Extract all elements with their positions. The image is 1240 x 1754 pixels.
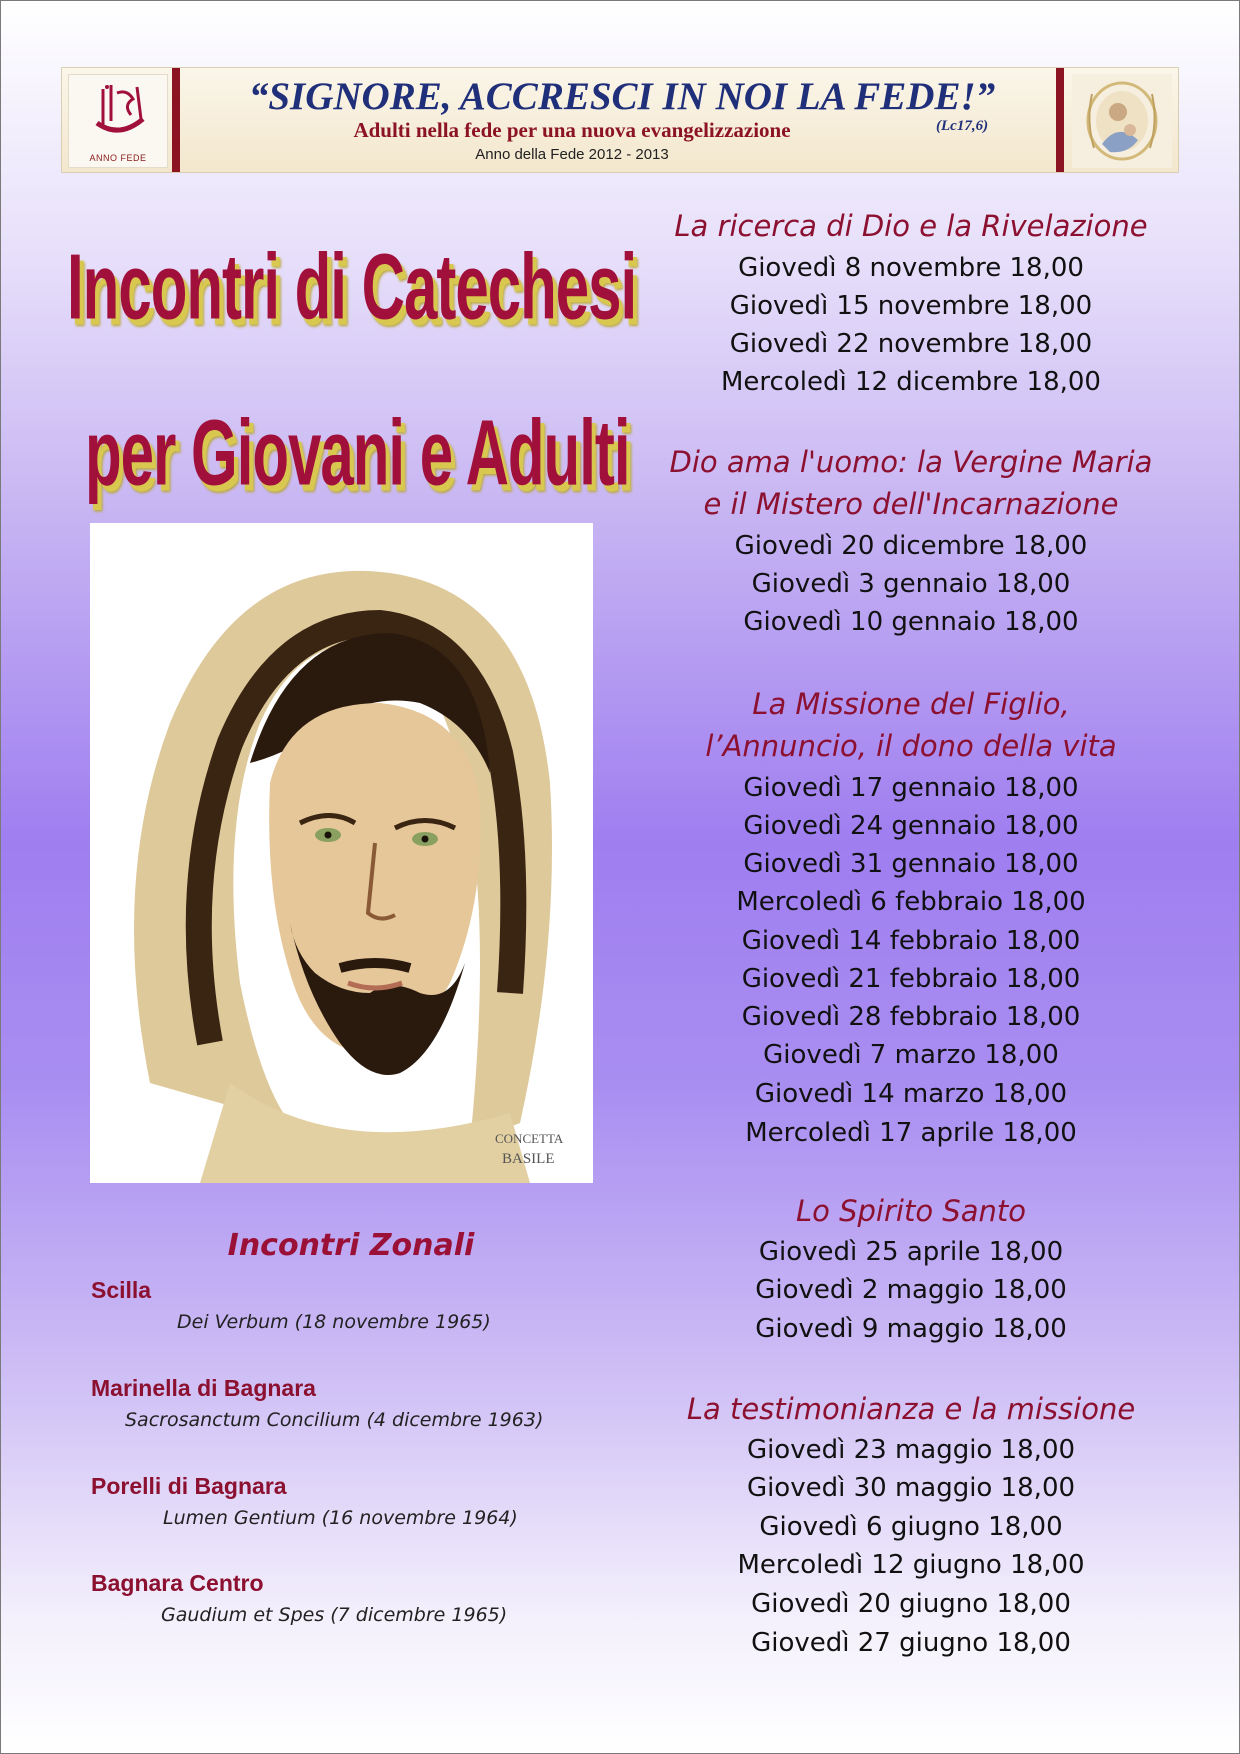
meeting-date: Mercoledì 6 febbraio 18,00 [736,887,1086,917]
meeting-date: Giovedì 25 aprile 18,00 [758,1237,1064,1267]
meeting-date: Giovedì 14 marzo 18,00 [754,1079,1068,1109]
christ-portrait-icon [90,523,593,1183]
zonal-document: Dei Verbum (18 novembre 1965) [177,1311,491,1333]
meeting-date: Giovedì 21 febbraio 18,00 [741,964,1081,994]
meeting-date: Giovedì 20 dicembre 18,00 [734,531,1088,561]
madonna-medallion-svg [1072,74,1172,168]
section-heading: La ricerca di Dio e la Rivelazione [674,209,1148,243]
meeting-date: Giovedì 3 gennaio 18,00 [751,569,1071,599]
section-heading: Lo Spirito Santo [796,1194,1026,1228]
meeting-date: Giovedì 2 maggio 18,00 [755,1275,1067,1305]
meeting-date: Giovedì 17 gennaio 18,00 [743,773,1079,803]
meeting-date: Mercoledì 12 giugno 18,00 [737,1550,1085,1580]
zonal-place: Scilla [91,1277,152,1303]
meeting-date: Giovedì 14 febbraio 18,00 [741,926,1081,956]
meeting-date: Mercoledì 12 dicembre 18,00 [721,367,1101,397]
meeting-date: Giovedì 30 maggio 18,00 [746,1473,1076,1503]
signature-line-1: CONCETTA [495,1131,564,1146]
zonal-place: Marinella di Bagnara [91,1375,316,1401]
year-of-faith-logo-svg [87,79,151,143]
banner-year: Anno della Fede 2012 - 2013 [475,146,669,163]
banner-bar-right [1056,68,1064,172]
header-banner [61,67,1179,173]
zonal-heading: Incontri Zonali [227,1228,475,1263]
banner-title: “SIGNORE, ACCRESCI IN NOI LA FEDE!” [248,75,996,118]
meeting-date: Giovedì 31 gennaio 18,00 [743,849,1079,879]
meeting-date: Giovedì 15 novembre 18,00 [729,291,1093,321]
zonal-document: Gaudium et Spes (7 dicembre 1965) [161,1604,508,1626]
meeting-date: Giovedì 8 novembre 18,00 [738,253,1084,283]
banner-reference: (Lc17,6) [936,118,989,134]
meeting-date: Giovedì 28 febbraio 18,00 [741,1002,1081,1032]
banner-subtitle: Adulti nella fede per una nuova evangelizzazione [353,118,791,142]
banner-bar-left [172,68,180,172]
meeting-date: Giovedì 6 giugno 18,00 [759,1512,1063,1542]
meeting-date: Giovedì 20 giugno 18,00 [751,1589,1071,1619]
zonal-place: Bagnara Centro [91,1570,264,1596]
meeting-date: Giovedì 22 novembre 18,00 [729,329,1093,359]
signature-line-2: BASILE [502,1151,555,1167]
page-title-line-2: per Giovani e Adulti [85,400,630,505]
meeting-date: Giovedì 9 maggio 18,00 [755,1314,1067,1344]
section-heading: l’Annuncio, il dono della vita [705,729,1117,763]
meeting-date: Giovedì 7 marzo 18,00 [763,1040,1059,1070]
zonal-document: Sacrosanctum Concilium (4 dicembre 1963) [125,1409,544,1431]
section-heading: La Missione del Figlio, [752,687,1070,721]
zonal-document: Lumen Gentium (16 novembre 1964) [163,1507,518,1529]
meeting-date: Giovedì 24 gennaio 18,00 [743,811,1079,841]
meeting-date: Giovedì 23 maggio 18,00 [746,1435,1076,1465]
year-of-faith-logo-icon [68,74,168,168]
page-title-line-1: Incontri di Catechesi [67,234,637,339]
meeting-date: Giovedì 10 gennaio 18,00 [743,607,1079,637]
meeting-date: Giovedì 27 giugno 18,00 [751,1628,1071,1658]
meeting-date: Mercoledì 17 aprile 18,00 [745,1118,1077,1148]
madonna-medallion-icon [1072,74,1172,168]
logo-caption: ANNO FEDE [89,153,147,163]
zonal-place: Porelli di Bagnara [91,1473,287,1499]
portrait-drawing [90,523,593,1183]
section-heading: La testimonianza e la missione [686,1392,1136,1426]
section-heading: Dio ama l'uomo: la Vergine Maria [669,445,1153,479]
section-heading: e il Mistero dell'Incarnazione [703,487,1119,521]
